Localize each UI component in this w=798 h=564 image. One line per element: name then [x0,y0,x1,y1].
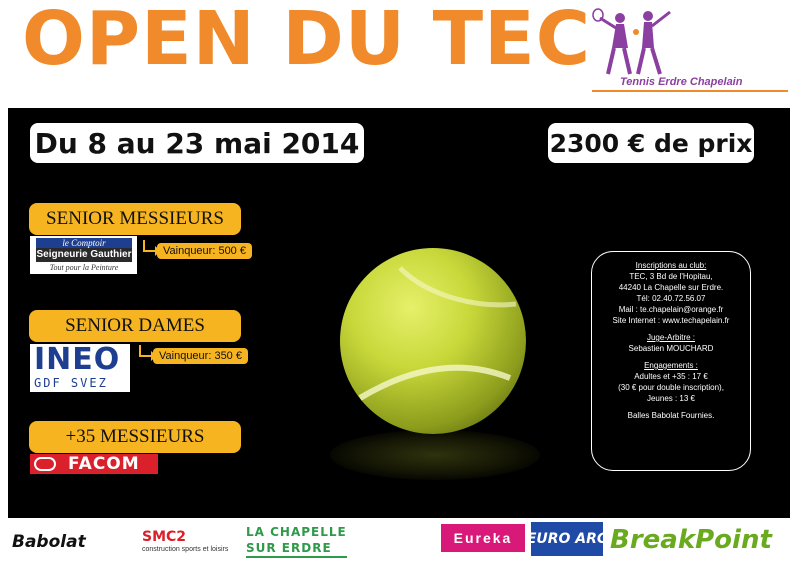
chapelle-line-1: LA CHAPELLE [246,525,347,539]
club-underline [592,90,788,92]
facom-text: FACOM [68,454,140,474]
category-senior-dames: SENIOR DAMES [29,310,241,342]
ball-seam-icon [340,248,526,434]
phone-number: Tél: 02.40.72.56.07 [636,294,706,303]
judge-title: Juge-Arbitre : [646,333,696,342]
sponsor-comptoir-logo [30,236,137,274]
winner-prize-senior-dames: Vainqueur: 350 € [153,348,248,364]
page-title: OPEN DU TEC [22,0,591,82]
sponsor-la-chapelle-logo [246,524,347,558]
address-line-2: 44240 La Chapelle sur Erdre. [618,283,724,292]
ineo-sub-text: GDF SVEZ [34,376,108,390]
engagements-double: (30 € pour double inscription), [618,383,724,392]
arrow-icon [143,240,155,252]
tennis-players-icon [590,8,680,78]
smc2-brand: SMC2 [142,529,187,545]
club-name: Tennis Erdre Chapelain [620,76,743,88]
smc2-subtitle: construction sports et loisirs [142,546,229,553]
inscriptions-title: Inscriptions au club: [635,261,707,270]
prize-banner: 2300 € de prix [548,123,754,163]
sponsor-euroarc-logo: EURO ARC [531,522,603,556]
balls-note: Balles Babolat Fournies. [627,411,715,420]
ball-reflection [330,430,540,480]
category-plus35-messieurs: +35 MESSIEURS [29,421,241,453]
comptoir-bottom-text: Tout pour la Peinture [49,263,119,272]
engagements-youth: Jeunes : 13 € [646,394,696,403]
email-address: Mail : te.chapelain@orange.fr [618,305,724,314]
ineo-text: INEO [34,342,121,377]
sponsors-bar [0,518,798,564]
judge-name: Sebastien MOUCHARD [628,344,714,353]
address-line-1: TEC, 3 Bd de l'Hopitau, [629,272,713,281]
sponsor-eureka-logo: Eureka [441,524,525,552]
header [0,0,798,108]
engagements-title: Engagements : [644,361,698,370]
engagements-adults: Adultes et +35 : 17 € [634,372,708,381]
arrow-icon [139,345,151,357]
facom-mark-icon [34,457,56,471]
sponsor-smc2-logo [142,528,228,553]
date-banner: Du 8 au 23 mai 2014 [30,123,364,163]
website: Site Internet : www.techapelain.fr [612,316,730,325]
sponsor-breakpoint-logo: BreakPoint [610,525,772,555]
category-senior-messieurs: SENIOR MESSIEURS [29,203,241,235]
winner-prize-senior-messieurs: Vainqueur: 500 € [157,243,252,259]
sponsor-facom-logo [30,454,158,474]
chapelle-line-2: SUR ERDRE [246,541,332,555]
sponsor-babolat-logo: Babolat [12,532,86,552]
comptoir-top-text: le Comptoir [36,238,132,248]
comptoir-mid-text: Seigneurie Gauthier [36,249,132,260]
info-panel [591,251,751,471]
sponsor-ineo-logo [30,344,130,392]
